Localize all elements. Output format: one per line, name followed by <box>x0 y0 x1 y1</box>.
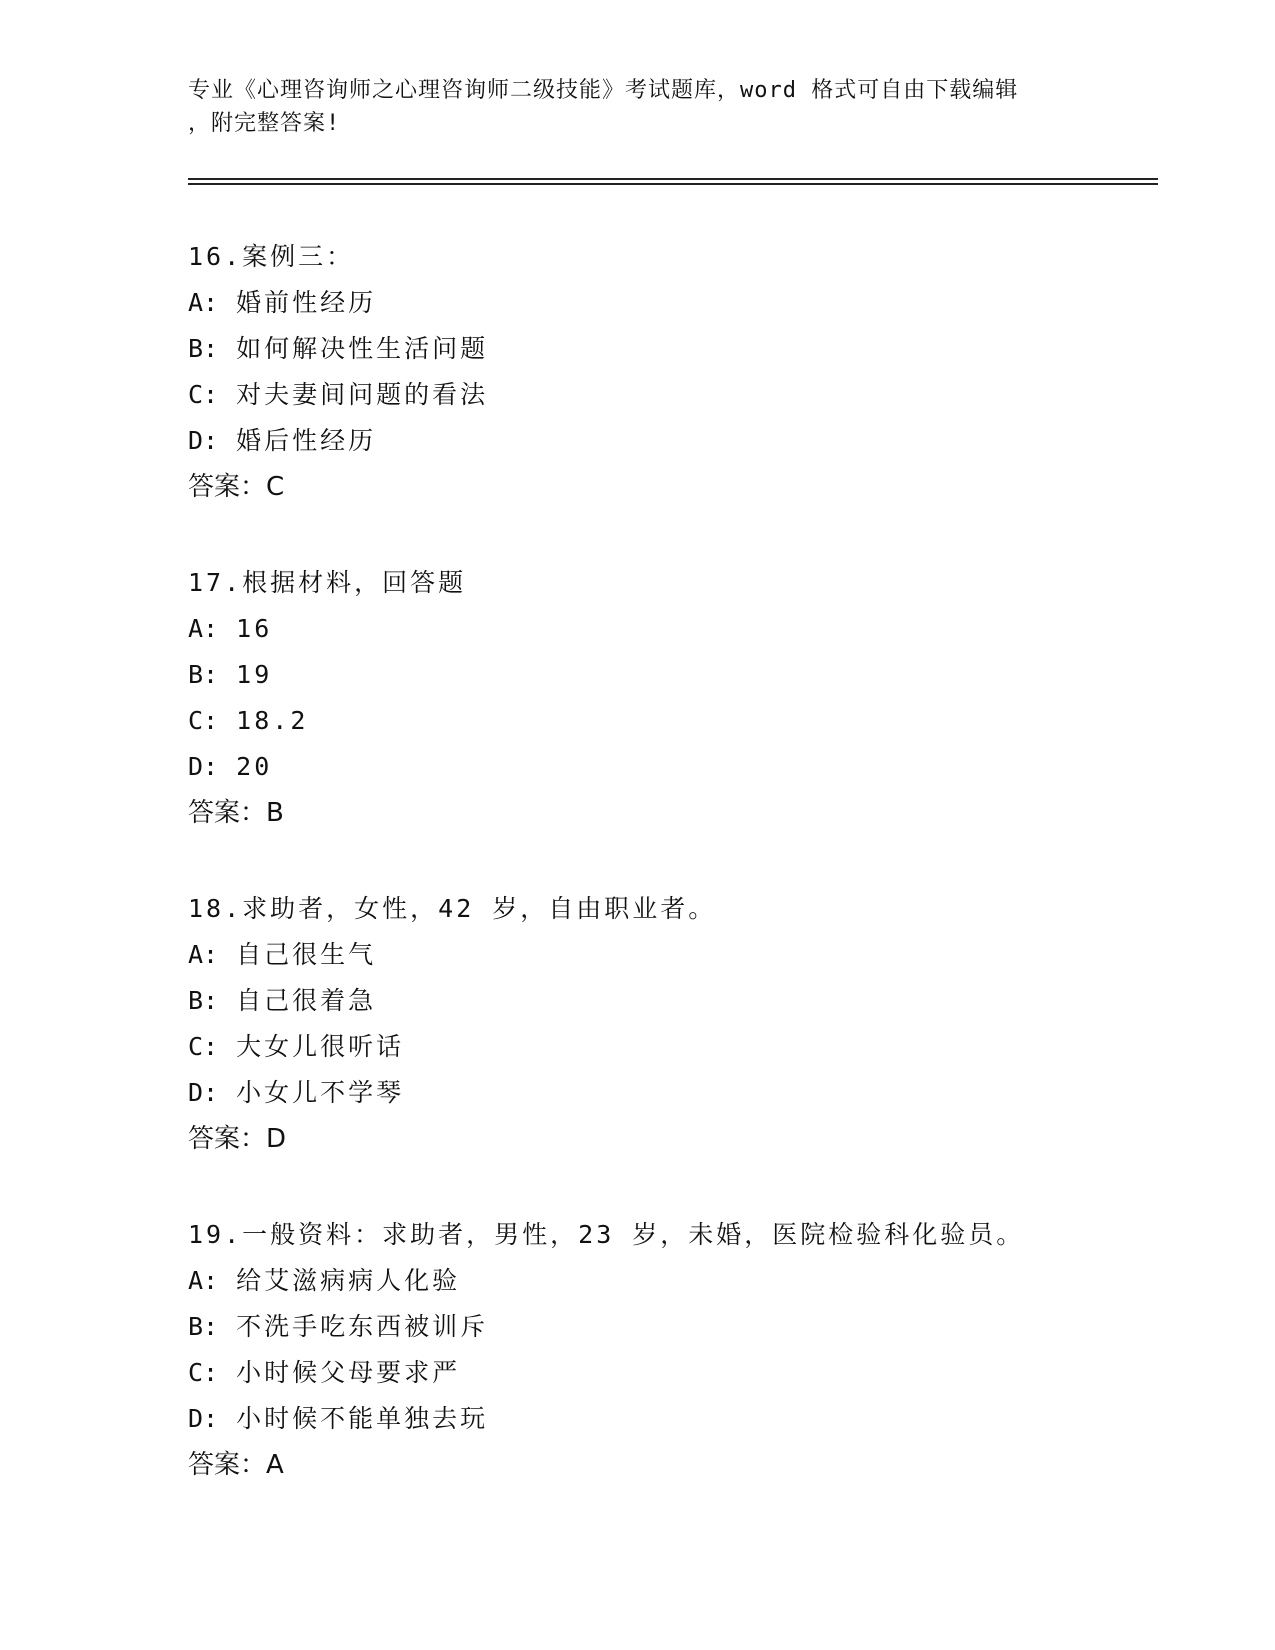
option-label: B: <box>188 660 219 689</box>
option-c <box>188 1024 1148 1070</box>
answer-line: 答案：D <box>188 1124 287 1154</box>
option-label: C: <box>188 380 219 409</box>
option-label: B: <box>188 986 219 1015</box>
option-text: 20 <box>236 752 273 781</box>
option-b <box>188 978 1148 1024</box>
option-a <box>188 1258 1148 1304</box>
option-d <box>188 1070 1148 1116</box>
option-text: 如何解决性生活问题 <box>236 334 489 363</box>
option-text: 婚后性经历 <box>236 426 377 455</box>
question-19 <box>188 1212 1148 1488</box>
option-label: A: <box>188 1266 219 1295</box>
question-stem: 16.案例三： <box>188 242 355 271</box>
option-label: B: <box>188 334 219 363</box>
option-label: A: <box>188 940 219 969</box>
question-stem: 18.求助者，女性，42 岁，自由职业者。 <box>188 894 717 923</box>
option-label: D: <box>188 752 219 781</box>
option-a <box>188 280 1148 326</box>
option-label: C: <box>188 1032 219 1061</box>
option-label: D: <box>188 1078 219 1107</box>
header-line-1: 专业《心理咨询师之心理咨询师二级技能》考试题库，word 格式可自由下载编辑 <box>188 78 1019 103</box>
option-text: 16 <box>236 614 273 643</box>
option-d <box>188 744 1148 790</box>
header-line-2: ，附完整答案! <box>188 111 341 136</box>
option-c <box>188 1350 1148 1396</box>
question-16 <box>188 234 1148 510</box>
option-text: 自己很生气 <box>236 940 377 969</box>
option-a <box>188 932 1148 978</box>
question-list <box>188 234 1148 1538</box>
option-text: 不洗手吃东西被训斥 <box>236 1312 489 1341</box>
option-text: 大女儿很听话 <box>236 1032 405 1061</box>
option-c <box>188 698 1148 744</box>
answer-line: 答案：C <box>188 472 285 502</box>
question-17 <box>188 560 1148 836</box>
option-text: 婚前性经历 <box>236 288 377 317</box>
option-text: 小时候不能单独去玩 <box>236 1404 489 1433</box>
option-label: C: <box>188 706 219 735</box>
option-text: 小时候父母要求严 <box>236 1358 461 1387</box>
option-text: 对夫妻间问题的看法 <box>236 380 489 409</box>
option-c <box>188 372 1148 418</box>
option-label: C: <box>188 1358 219 1387</box>
option-a <box>188 606 1148 652</box>
option-text: 18.2 <box>236 706 309 735</box>
question-stem: 17.根据材料，回答题 <box>188 568 467 597</box>
option-text: 小女儿不学琴 <box>236 1078 405 1107</box>
option-label: A: <box>188 288 219 317</box>
option-b <box>188 1304 1148 1350</box>
option-label: A: <box>188 614 219 643</box>
document-header <box>188 74 1088 140</box>
option-text: 19 <box>236 660 273 689</box>
option-label: B: <box>188 1312 219 1341</box>
option-b <box>188 326 1148 372</box>
answer-line: 答案：B <box>188 798 284 828</box>
option-text: 给艾滋病病人化验 <box>236 1266 461 1295</box>
question-stem: 19.一般资料：求助者，男性，23 岁，未婚，医院检验科化验员。 <box>188 1220 1025 1249</box>
option-label: D: <box>188 426 219 455</box>
option-d <box>188 418 1148 464</box>
question-18 <box>188 886 1148 1162</box>
option-d <box>188 1396 1148 1442</box>
option-b <box>188 652 1148 698</box>
header-divider-top <box>188 178 1158 180</box>
answer-line: 答案：A <box>188 1450 284 1480</box>
header-divider-bottom <box>188 183 1158 185</box>
option-label: D: <box>188 1404 219 1433</box>
option-text: 自己很着急 <box>236 986 377 1015</box>
